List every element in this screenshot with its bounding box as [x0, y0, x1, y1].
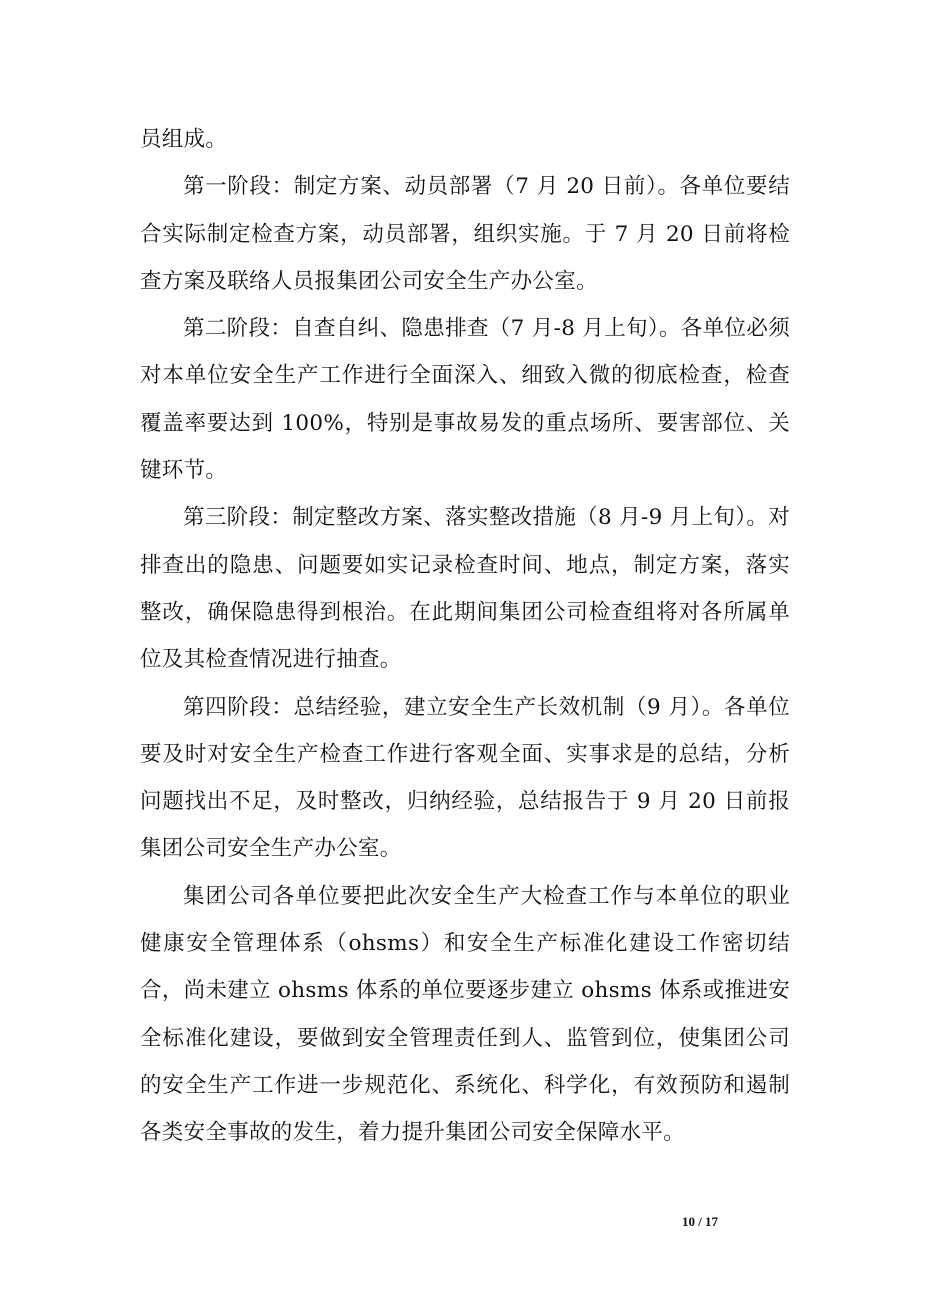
- document-body: [140, 116, 790, 1157]
- page-number: 10 / 17: [681, 1214, 719, 1229]
- paragraph-stage-three: 第三阶段：制定整改方案、落实整改措施（8 月-9 月上旬）。对排查出的隐患、问题要如实记录检查时间、地点，制定方案，落实整改，确保隐患得到根治。在此期间集团公司检查组将对各所属单位及其检查情况进行抽查。: [140, 505, 790, 673]
- paragraph-stage-two: 第二阶段：自查自纠、隐患排查（7 月-8 月上旬）。各单位必须对本单位安全生产工作进行全面深入、细致入微的彻底检查，检查覆盖率要达到 100%，特别是事故易发的重点场所、要害部位、关键环节。: [140, 316, 790, 484]
- paragraph-stage-four: 第四阶段：总结经验，建立安全生产长效机制（9 月）。各单位要及时对安全生产检查工作进行客观全面、实事求是的总结，分析问题找出不足，及时整改，归纳经验，总结报告于 9 月 20 日前报集团公司安全生产办公室。: [140, 694, 790, 862]
- paragraph-stage-one: 第一阶段：制定方案、动员部署（7 月 20 日前）。各单位要结合实际制定检查方案，动员部署，组织实施。于 7 月 20 日前将检查方案及联络人员报集团公司安全生产办公室。: [140, 174, 790, 294]
- paragraph-continuation: 员组成。: [140, 127, 228, 152]
- paragraph-conclusion: 集团公司各单位要把此次安全生产大检查工作与本单位的职业健康安全管理体系（ohsms）和安全生产标准化建设工作密切结合，尚未建立 ohsms 体系的单位要逐步建立 ohsms 体系或推进安全标准化建设，要做到安全管理责任到人、监管到位，使集团公司的安全生产工作进一步规范化、系统化、科学化，有效预防和遏制各类安全事故的发生，着力提升集团公司安全保障水平。: [140, 883, 790, 1146]
